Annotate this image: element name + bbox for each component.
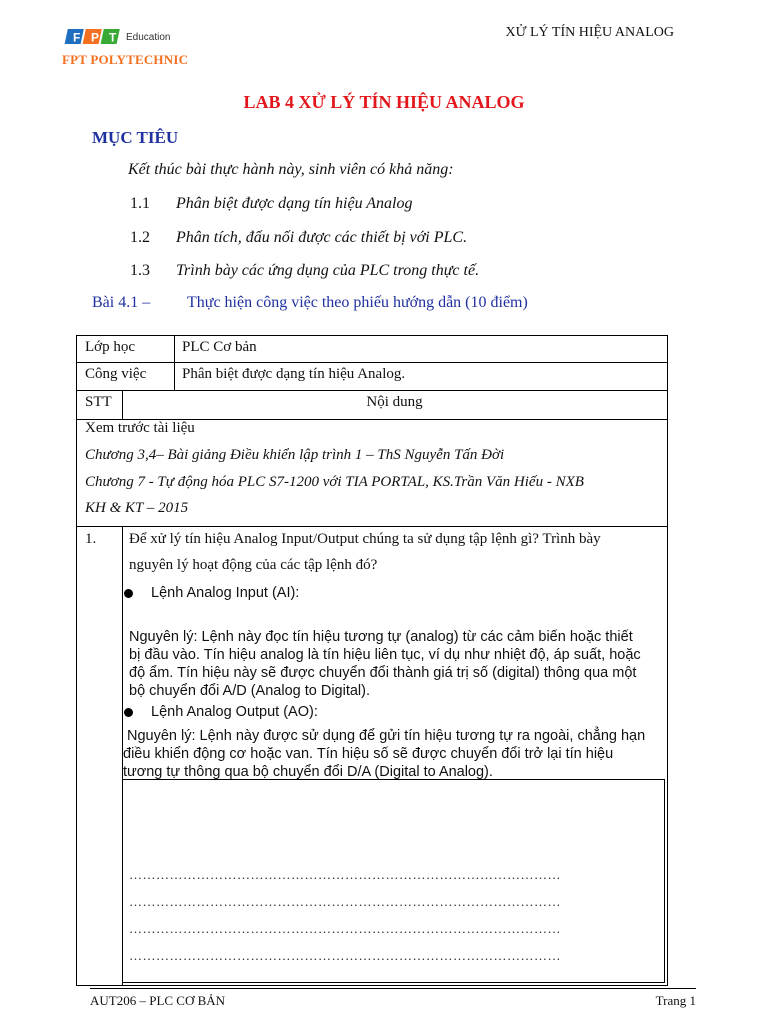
objective-item [130, 195, 413, 213]
table-row-header [76, 390, 668, 420]
logo-school-name: FPT POLYTECHNIC [62, 52, 189, 67]
answer-line: …………………………………………………………………………………… [129, 921, 561, 936]
footer-course: AUT206 – PLC CƠ BẢN [90, 993, 226, 1008]
preview-reference: KH & KT – 2015 [85, 500, 189, 516]
ai-heading [124, 585, 299, 605]
ao-description: điều khiển động cơ hoặc van. Tín hiệu số sẽ được chuyển đổi trở lại tín hiệu [123, 746, 614, 762]
section-heading: MỤC TIÊU [92, 128, 179, 147]
ao-description: Nguyên lý: Lệnh này được sử dụng để gửi tín hiệu tương tự ra ngoài, chẳng hạn [127, 728, 646, 744]
bullet-icon [124, 708, 133, 717]
intro-text: Kết thúc bài thực hành này, sinh viên có khả năng: [128, 161, 454, 178]
ai-description: độ ẩm. Tín hiệu này sẽ được chuyển đổi thành giá trị số (digital) thông qua một [129, 665, 637, 681]
objective-text: Phân biệt được dạng tín hiệu Analog [176, 195, 413, 212]
ao-title: Lệnh Analog Output (AO): [151, 704, 318, 720]
ai-title: Lệnh Analog Input (AI): [151, 585, 300, 601]
logo-letter-t: T [109, 30, 117, 45]
objective-number: 1.1 [130, 195, 150, 212]
ao-heading [124, 704, 318, 724]
question-text: nguyên lý hoạt động của các tập lệnh đó? [129, 557, 378, 573]
class-value: PLC Cơ bản [182, 339, 257, 355]
task-label: Công việc [85, 366, 147, 382]
footer-page-number: Trang 1 [655, 993, 696, 1008]
preview-title: Xem trước tài liệu [85, 420, 195, 436]
question-number: 1. [85, 531, 97, 547]
objective-item [130, 229, 467, 247]
table-row-class [76, 335, 668, 363]
logo-education-text: Education [126, 31, 171, 43]
content-header: Nội dung [366, 394, 423, 410]
footer-divider [90, 988, 696, 989]
objective-number: 1.2 [130, 229, 150, 246]
table-row-preview [76, 419, 668, 527]
exercise-label: Bài 4.1 – [92, 294, 151, 311]
objective-item [130, 262, 479, 280]
bullet-icon [124, 589, 133, 598]
ao-description: tương tự thông qua bộ chuyển đổi D/A (Digital to Analog). [123, 764, 493, 780]
logo-letter-p: P [91, 30, 100, 45]
exercise-heading [92, 294, 528, 312]
table-row-task [76, 362, 668, 391]
answer-line: …………………………………………………………………………………… [129, 867, 561, 882]
preview-reference: Chương 7 - Tự động hóa PLC S7-1200 với TIA PORTAL, KS.Trần Văn Hiếu - NXB [85, 474, 584, 490]
answer-line: …………………………………………………………………………………… [129, 948, 561, 963]
task-value: Phân biệt được dạng tín hiệu Analog. [182, 366, 406, 382]
objective-number: 1.3 [130, 262, 150, 279]
question-text: Để xử lý tín hiệu Analog Input/Output chúng ta sử dụng tập lệnh gì? Trình bày [129, 531, 601, 547]
objective-text: Trình bày các ứng dụng của PLC trong thực tế. [176, 262, 480, 279]
page-title: LAB 4 XỬ LÝ TÍN HIỆU ANALOG [243, 92, 525, 112]
class-label: Lớp học [85, 339, 136, 355]
stt-header: STT [85, 394, 112, 410]
objective-text: Phân tích, đấu nối được các thiết bị với PLC. [176, 229, 468, 246]
fpt-logo [62, 28, 170, 46]
fpt-logo-icon [62, 28, 124, 46]
answer-line: …………………………………………………………………………………… [129, 894, 561, 909]
ai-description: Nguyên lý: Lệnh này đọc tín hiệu tương tự (analog) từ các cảm biến hoặc thiết [129, 629, 633, 645]
logo-letter-f: F [73, 30, 81, 45]
ai-description: bị đầu vào. Tín hiệu analog là tín hiệu liên tục, ví dụ như nhiệt độ, áp suất, hoặc [129, 647, 641, 663]
document-header: XỬ LÝ TÍN HIỆU ANALOG [505, 25, 674, 40]
preview-reference: Chương 3,4– Bài giảng Điều khiển lập trình 1 – ThS Nguyễn Tấn Đời [85, 447, 505, 463]
table-row-question [76, 526, 668, 986]
ai-description: bộ chuyển đổi A/D (Analog to Digital). [129, 683, 370, 699]
exercise-text: Thực hiện công việc theo phiếu hướng dẫn (10 điểm) [187, 294, 528, 311]
